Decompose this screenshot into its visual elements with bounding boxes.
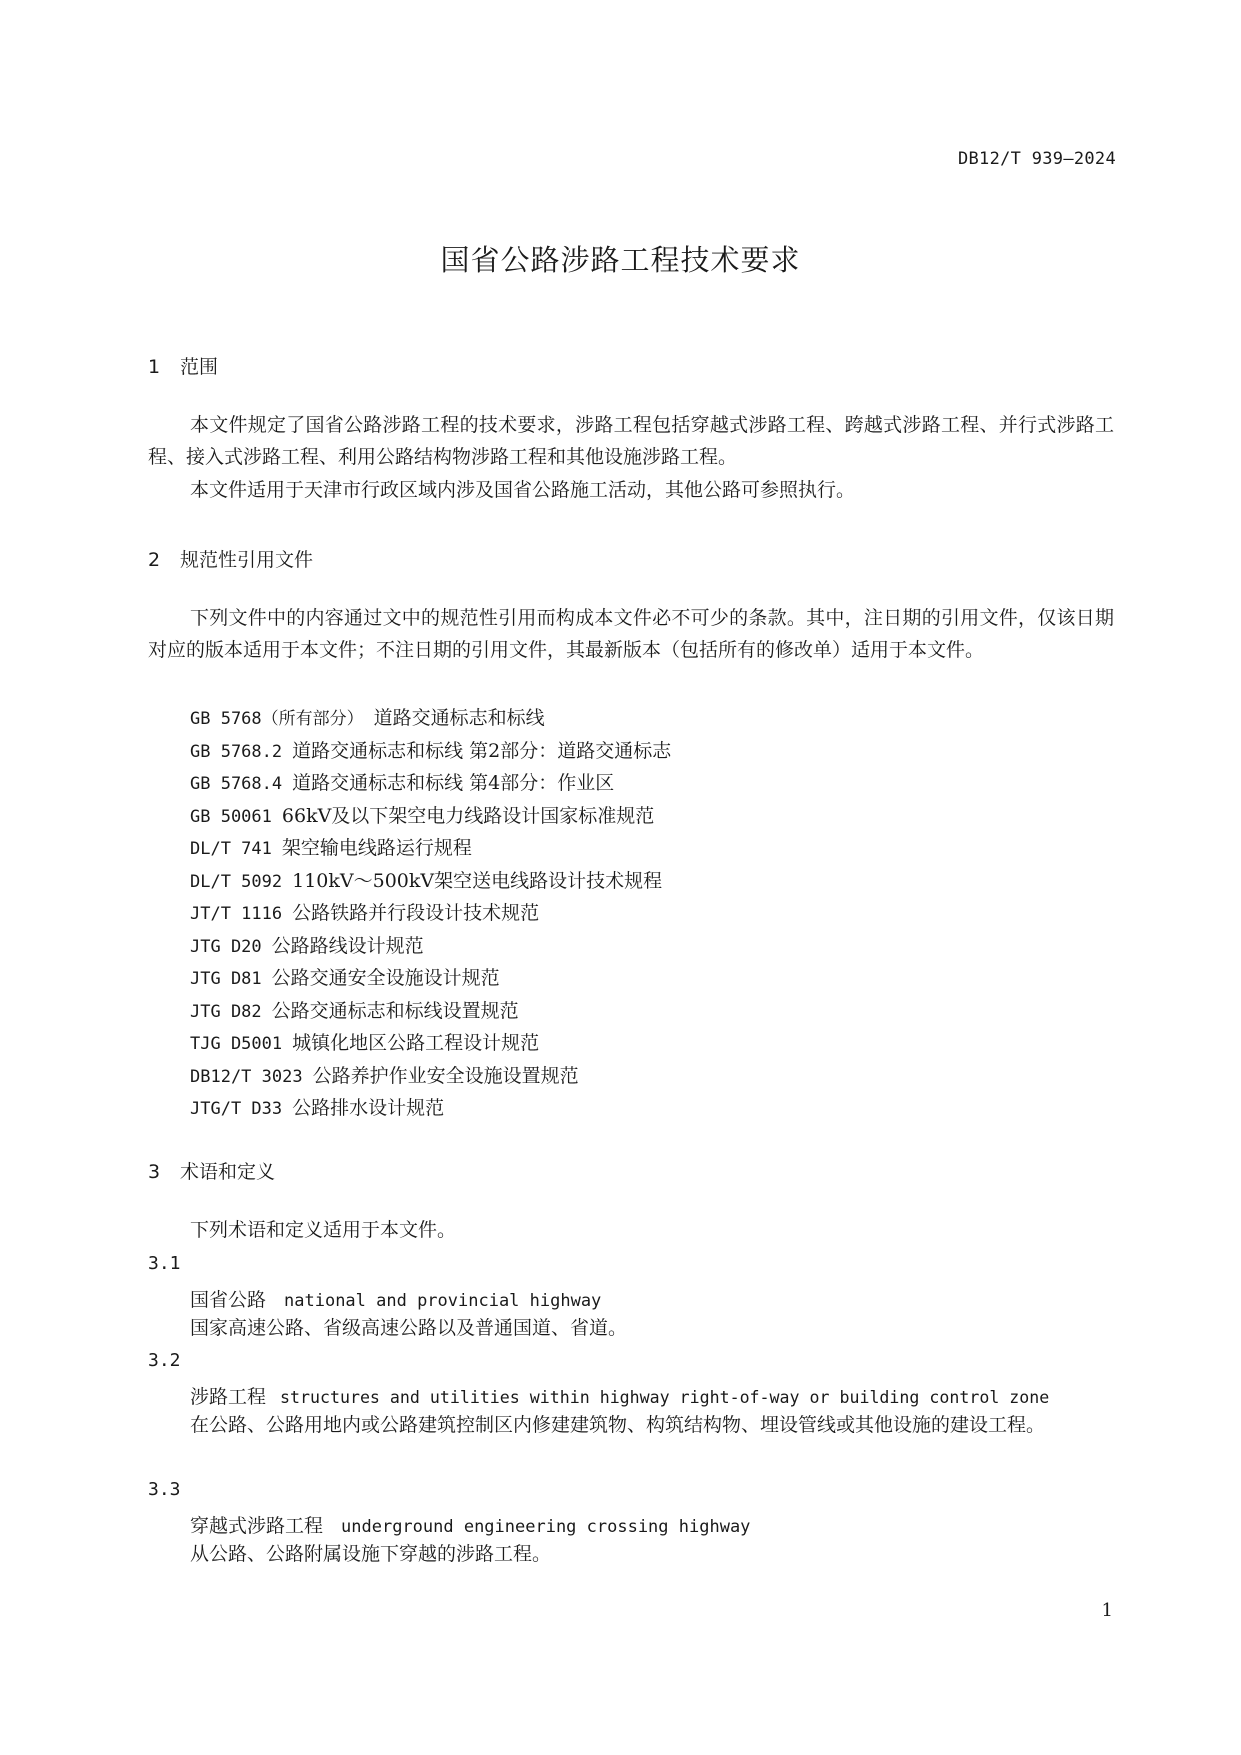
reference-item <box>190 995 671 1028</box>
reference-code: GB 50061 <box>190 806 272 827</box>
page-number: 1 <box>1101 1600 1113 1621</box>
reference-code: JTG D20 <box>190 936 262 957</box>
term-definition: 在公路、公路用地内或公路建筑控制区内修建建筑物、构筑结构物、埋设管线或其他设施的建设工程。 <box>190 1414 1046 1436</box>
reference-code: GB 5768.4 <box>190 774 283 794</box>
reference-item <box>190 897 671 930</box>
term-heading <box>190 1285 601 1312</box>
term-chinese: 国省公路 <box>190 1289 267 1311</box>
reference-title: 公路交通安全设施设计规范 <box>271 967 500 989</box>
references-intro: 下列文件中的内容通过文中的规范性引用而构成本文件必不可少的条款。其中，注日期的引用文件，仅该日期对应的版本适用于本文件；不注日期的引用文件，其最新版本（包括所有的修改单）适用于本文件。 <box>148 607 1114 661</box>
reference-code: TJG D5001 <box>190 1034 283 1054</box>
scope-paragraph-1: 本文件规定了国省公路涉路工程的技术要求，涉路工程包括穿越式涉路工程、跨越式涉路工程、并行式涉路工程、接入式涉路工程、利用公路结构物涉路工程和其他设施涉路工程。 <box>148 414 1114 468</box>
reference-title: 66kV及以下架空电力线路设计国家标准规范 <box>281 804 655 827</box>
reference-title: 架空输电线路运行规程 <box>281 837 472 859</box>
reference-item <box>190 767 671 800</box>
reference-title: 道路交通标志和标线 第2部分：道路交通标志 <box>292 739 672 762</box>
reference-item <box>190 962 671 995</box>
reference-item <box>190 832 671 865</box>
term-english: underground engineering crossing highway <box>341 1517 751 1537</box>
section-heading-terms <box>148 1157 275 1184</box>
reference-code: GB 5768（所有部分） <box>190 709 364 729</box>
term-english: structures and utilities within highway right-of-way or building control zone <box>280 1388 1050 1407</box>
reference-item <box>190 865 671 898</box>
scope-paragraph-2: 本文件适用于天津市行政区域内涉及国省公路施工活动，其他公路可参照执行。 <box>190 479 856 501</box>
term-number: 3.2 <box>148 1350 181 1371</box>
section-number: 1 <box>148 356 161 378</box>
term-number: 3.1 <box>148 1253 181 1274</box>
reference-title: 公路交通标志和标线设置规范 <box>271 999 519 1022</box>
reference-code: GB 5768.2 <box>190 741 283 762</box>
reference-item <box>190 1060 671 1093</box>
reference-item <box>190 930 671 963</box>
reference-title: 道路交通标志和标线 第4部分：作业区 <box>292 772 615 794</box>
reference-item <box>190 1027 671 1060</box>
reference-item <box>190 1092 671 1125</box>
section-title: 术语和定义 <box>180 1161 276 1183</box>
reference-title: 110kV～500kV架空送电线路设计技术规程 <box>292 869 663 892</box>
reference-item <box>190 800 671 833</box>
reference-code: JTG D82 <box>190 1001 262 1022</box>
reference-title: 公路排水设计规范 <box>292 1097 445 1119</box>
section-heading-scope <box>148 352 218 379</box>
reference-code: DL/T 5092 <box>190 871 283 892</box>
term-heading <box>190 1511 750 1538</box>
section-title: 规范性引用文件 <box>180 549 314 571</box>
reference-title: 公路路线设计规范 <box>271 934 424 957</box>
reference-code: DL/T 741 <box>190 839 272 859</box>
term-heading <box>190 1382 1049 1409</box>
reference-item <box>190 735 671 768</box>
reference-item <box>190 702 671 735</box>
term-chinese: 穿越式涉路工程 <box>190 1515 324 1537</box>
reference-code: JTG/T D33 <box>190 1099 283 1119</box>
reference-title: 公路铁路并行段设计技术规范 <box>292 902 540 924</box>
reference-title: 城镇化地区公路工程设计规范 <box>292 1032 540 1054</box>
section-heading-references <box>148 545 313 572</box>
reference-code: JTG D81 <box>190 969 262 989</box>
document-title: 国省公路涉路工程技术要求 <box>440 243 801 277</box>
reference-code: JT/T 1116 <box>190 904 283 924</box>
term-definition: 从公路、公路附属设施下穿越的涉路工程。 <box>190 1543 552 1565</box>
term-number: 3.3 <box>148 1479 181 1500</box>
term-chinese: 涉路工程 <box>190 1386 267 1408</box>
term-english: national and provincial highway <box>284 1291 602 1311</box>
terms-intro: 下列术语和定义适用于本文件。 <box>190 1219 457 1241</box>
section-number: 3 <box>148 1161 161 1183</box>
reference-title: 道路交通标志和标线 <box>373 707 545 729</box>
section-number: 2 <box>148 549 161 571</box>
reference-title: 公路养护作业安全设施设置规范 <box>312 1064 579 1087</box>
term-definition: 国家高速公路、省级高速公路以及普通国道、省道。 <box>190 1317 628 1339</box>
section-title: 范围 <box>180 356 219 378</box>
reference-code: DB12/T 3023 <box>190 1066 303 1087</box>
standard-code: DB12/T 939—2024 <box>957 149 1116 169</box>
reference-list <box>190 702 671 1125</box>
